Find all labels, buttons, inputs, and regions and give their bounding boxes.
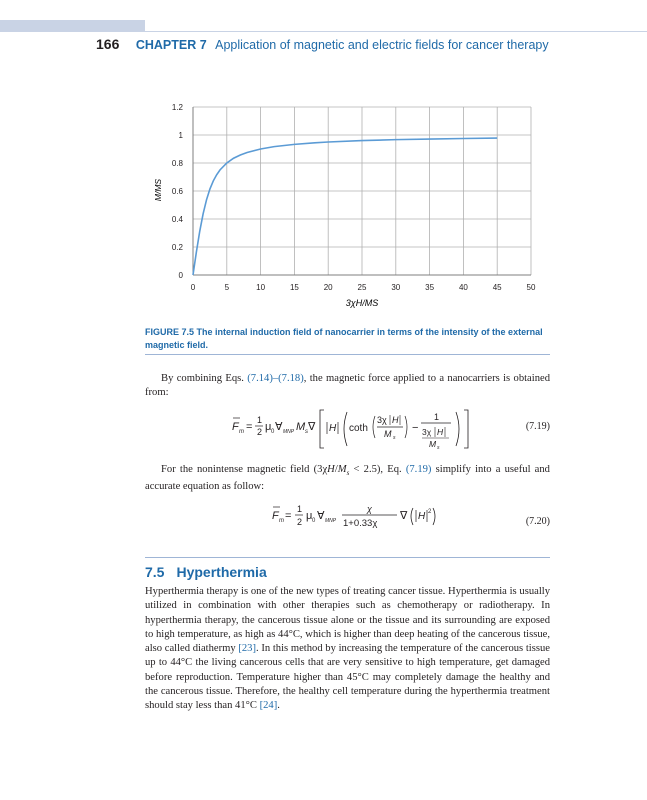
svg-text:H: H: [418, 511, 426, 522]
x-tick-label-20: 20: [323, 283, 333, 292]
x-tick-label-10: 10: [256, 283, 266, 292]
x-tick-label-0: 0: [190, 283, 196, 292]
svg-text:2: 2: [257, 427, 263, 437]
svg-text:H: H: [392, 415, 399, 425]
section-title: Hyperthermia: [176, 564, 267, 580]
svg-text:3χ: 3χ: [422, 427, 432, 437]
equation-number-7-20: (7.20): [525, 516, 550, 527]
svg-text:F: F: [272, 510, 279, 522]
y-axis-label: M/MS: [153, 178, 163, 202]
svg-text:0: 0: [271, 429, 275, 435]
chapter-title: Application of magnetic and electric fields for cancer therapy: [215, 38, 549, 52]
section-rule: [145, 557, 550, 558]
equation-7-20: [272, 499, 472, 539]
figure-caption-label: FIGURE 7.5: [145, 327, 195, 337]
y-tick-label-0.4: 0.4: [171, 215, 183, 224]
svg-text:1+0.33χ: 1+0.33χ: [343, 518, 378, 529]
y-tick-label-0.2: 0.2: [171, 243, 183, 252]
svg-text:0: 0: [312, 518, 316, 524]
svg-text:M: M: [429, 439, 437, 449]
equation-7-19: [232, 404, 532, 454]
para2-slash: /: [334, 464, 338, 475]
svg-text:H: H: [437, 427, 444, 437]
y-tick-label-0.8: 0.8: [171, 159, 183, 168]
citation-link-23[interactable]: [23]: [238, 643, 257, 655]
x-tick-label-25: 25: [357, 283, 367, 292]
svg-text:H: H: [329, 423, 337, 434]
svg-text:∀: ∀: [317, 510, 325, 522]
x-tick-label-15: 15: [289, 283, 299, 292]
svg-text:−: −: [412, 422, 419, 434]
svg-text:μ: μ: [265, 421, 272, 433]
para2-var-m: M: [337, 464, 347, 475]
figure-caption-text: The internal induction field of nanocarrier in terms of the intensity of the external magnetic field.: [145, 327, 543, 350]
x-tick-label-35: 35: [425, 283, 435, 292]
svg-text:1: 1: [297, 504, 303, 514]
svg-text:m: m: [279, 518, 284, 524]
svg-text:1: 1: [434, 412, 440, 422]
para1-rest: , the magnetic force applied to a nanocarriers is obtained from:: [145, 373, 550, 399]
svg-text:coth: coth: [349, 423, 368, 434]
svg-text:=: =: [285, 510, 292, 522]
svg-text:∀: ∀: [275, 421, 283, 433]
y-tick-label-0: 0: [178, 271, 183, 280]
para2-var-h: H: [327, 464, 335, 475]
series-line: [193, 138, 497, 275]
x-tick-label-30: 30: [391, 283, 401, 292]
y-tick-label-1: 1: [178, 131, 183, 140]
x-tick-label-5: 5: [224, 283, 230, 292]
svg-text:3χ: 3χ: [377, 415, 387, 425]
svg-text:s: s: [437, 445, 440, 451]
para2-rest: simplify into a useful and accurate equation as follow:: [145, 464, 550, 493]
para2-text-a: For the nonintense magnetic field (3χ: [161, 464, 328, 475]
svg-text:s: s: [305, 429, 308, 435]
svg-text:∇: ∇: [400, 510, 408, 522]
eq-ref-link-2[interactable]: (7.19): [405, 464, 432, 475]
svg-text:χ: χ: [367, 504, 372, 514]
para2-text-f: < 2.5), Eq.: [349, 464, 402, 475]
svg-text:M: M: [384, 429, 392, 439]
equation-number-7-19: (7.19): [525, 421, 550, 432]
svg-text:=: =: [246, 421, 253, 433]
figure-caption: [145, 326, 550, 352]
svg-text:M: M: [296, 421, 306, 433]
para2-sub-s: s: [346, 469, 350, 478]
paragraph-1: [145, 372, 550, 401]
chapter-label: CHAPTER 7: [135, 38, 207, 52]
x-tick-label-40: 40: [458, 283, 468, 292]
para1-text: By combining Eqs.: [161, 373, 244, 384]
paragraph-3: [145, 585, 550, 714]
svg-text:MNP: MNP: [283, 429, 295, 435]
para3-text-a: Hyperthermia therapy is one of the new types of treating cancer tissue. Hyperthermia is usually utilized in combination with other therapies such as chemotherapy or radiotherapy. In hyperthermia therapy, the cancerous tissue alone or the tissue and its surrounding are exposed to high temperature, as high as 44°C, which is higher than deep heating of the cancerous tissue, also called diathermy: [145, 586, 550, 655]
svg-text:MNP: MNP: [325, 518, 337, 524]
section-heading: [145, 564, 267, 580]
svg-text:μ: μ: [306, 510, 313, 522]
page-number: 166: [96, 36, 120, 52]
svg-text:2: 2: [428, 509, 432, 515]
y-tick-label-0.6: 0.6: [171, 187, 183, 196]
svg-text:∇: ∇: [308, 421, 316, 433]
paragraph-2: [145, 463, 550, 495]
x-tick-label-50: 50: [526, 283, 536, 292]
citation-link-24[interactable]: [24]: [259, 700, 278, 712]
para3-text-b: . In this method by increasing the temperature of the cancerous tissue up to 44°C the living cancerous cells that are very sensitive to high temperature, get damaged before reproduction. Temperature higher than 45°C may completely damage the healthy and the cancerous tissue. Therefore, the healthy cell temperature during the hyperthermia treatment should stay less than 41°C: [145, 643, 550, 712]
svg-text:2: 2: [297, 517, 303, 527]
svg-text:m: m: [239, 429, 244, 435]
para3-end: .: [277, 700, 280, 712]
figure-chart: [0, 0, 647, 330]
chart-grid: [193, 107, 531, 275]
svg-text:1: 1: [257, 415, 263, 425]
eq-ref-link[interactable]: (7.14)–(7.18): [247, 373, 304, 384]
x-tick-label-45: 45: [492, 283, 502, 292]
y-tick-label-1.2: 1.2: [171, 103, 183, 112]
x-axis-label: 3χH/MS: [345, 298, 379, 308]
section-number: 7.5: [145, 564, 165, 580]
svg-text:s: s: [393, 435, 396, 441]
caption-rule: [145, 354, 550, 355]
svg-text:F: F: [232, 421, 239, 433]
